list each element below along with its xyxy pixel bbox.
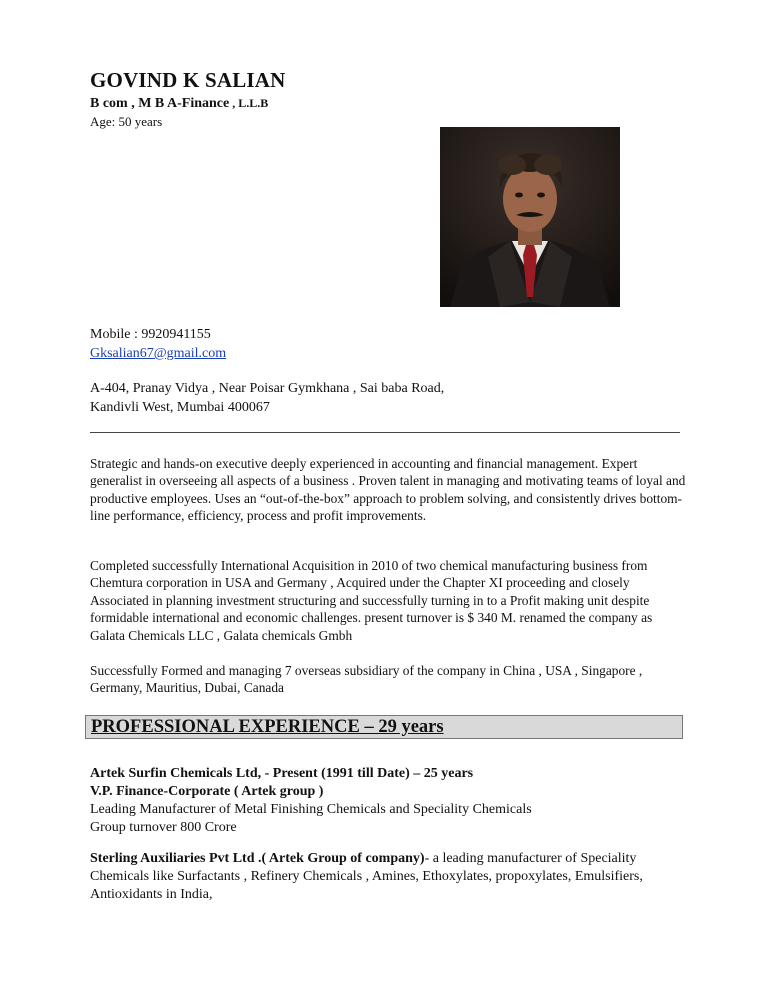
job2-description: - a leading manufacturer of Speciality Chemicals like Surfactants , Refinery Chemicals , Amines, Ethoxylates, propoxylates, Emulsifiers, Antioxidants in India, [90, 851, 643, 902]
candidate-degrees [90, 96, 268, 112]
candidate-age: Age: 50 years [90, 114, 163, 129]
header-divider [90, 432, 680, 433]
email-link[interactable]: Gksalian67@gmail.com [90, 346, 227, 361]
degrees-main: B com , M B A-Finance [90, 96, 230, 111]
job2-company: Sterling Auxiliaries Pvt Ltd .( Artek Group of company) [90, 851, 425, 866]
job1-turnover: Group turnover 800 Crore [90, 820, 237, 835]
profile-photo [440, 127, 620, 307]
experience-entry-2 [90, 850, 650, 904]
candidate-name: GOVIND K SALIAN [90, 68, 286, 92]
summary-paragraph-2: Completed successfully International Acquisition in 2010 of two chemical manufacturing business from Chemtura corporation in USA and Germany , Acquired under the Chapter XI proceeding and closely Associated in planning investment structuring and successfully turning in to a Profit making unit despite formidable international and economic challenges. present turnover is $ 340 M. renamed the company as Galata Chemicals LLC , Galata chemicals Gmbh [90, 558, 653, 643]
mobile-number: Mobile : 9920941155 [90, 327, 211, 342]
experience-entry-1 [90, 765, 532, 837]
degrees-law: , L.L.B [229, 96, 269, 110]
job1-company: Artek Surfin Chemicals Ltd, - Present (1991 till Date) – 25 years [90, 766, 474, 781]
job1-description: Leading Manufacturer of Metal Finishing Chemicals and Speciality Chemicals [90, 802, 532, 817]
section-header-bar [85, 715, 683, 739]
summary-paragraph-1: Strategic and hands-on executive deeply experienced in accounting and financial management. Expert generalist in overseeing all aspects of a business . Proven talent in managing and motivating teams of loyal and productive employees. Uses an “out-of-the-box” approach to problem solving, and consistently drives bottom-line performance, efficiency, process and profit improvements. [90, 456, 686, 524]
summary-paragraph-3: Successfully Formed and managing 7 overseas subsidiary of the company in China , USA , Singapore , Germany, Mauritius, Dubai, Canada [90, 663, 643, 696]
contact-block [90, 325, 226, 363]
section-title: PROFESSIONAL EXPERIENCE – 29 years [91, 717, 444, 737]
profile-photo-illustration [440, 127, 620, 307]
address-block [90, 379, 444, 417]
job1-role: V.P. Finance-Corporate ( Artek group ) [90, 784, 324, 799]
address-line-2: Kandivli West, Mumbai 400067 [90, 400, 270, 415]
address-line-1: A-404, Pranay Vidya , Near Poisar Gymkhana , Sai baba Road, [90, 381, 445, 396]
